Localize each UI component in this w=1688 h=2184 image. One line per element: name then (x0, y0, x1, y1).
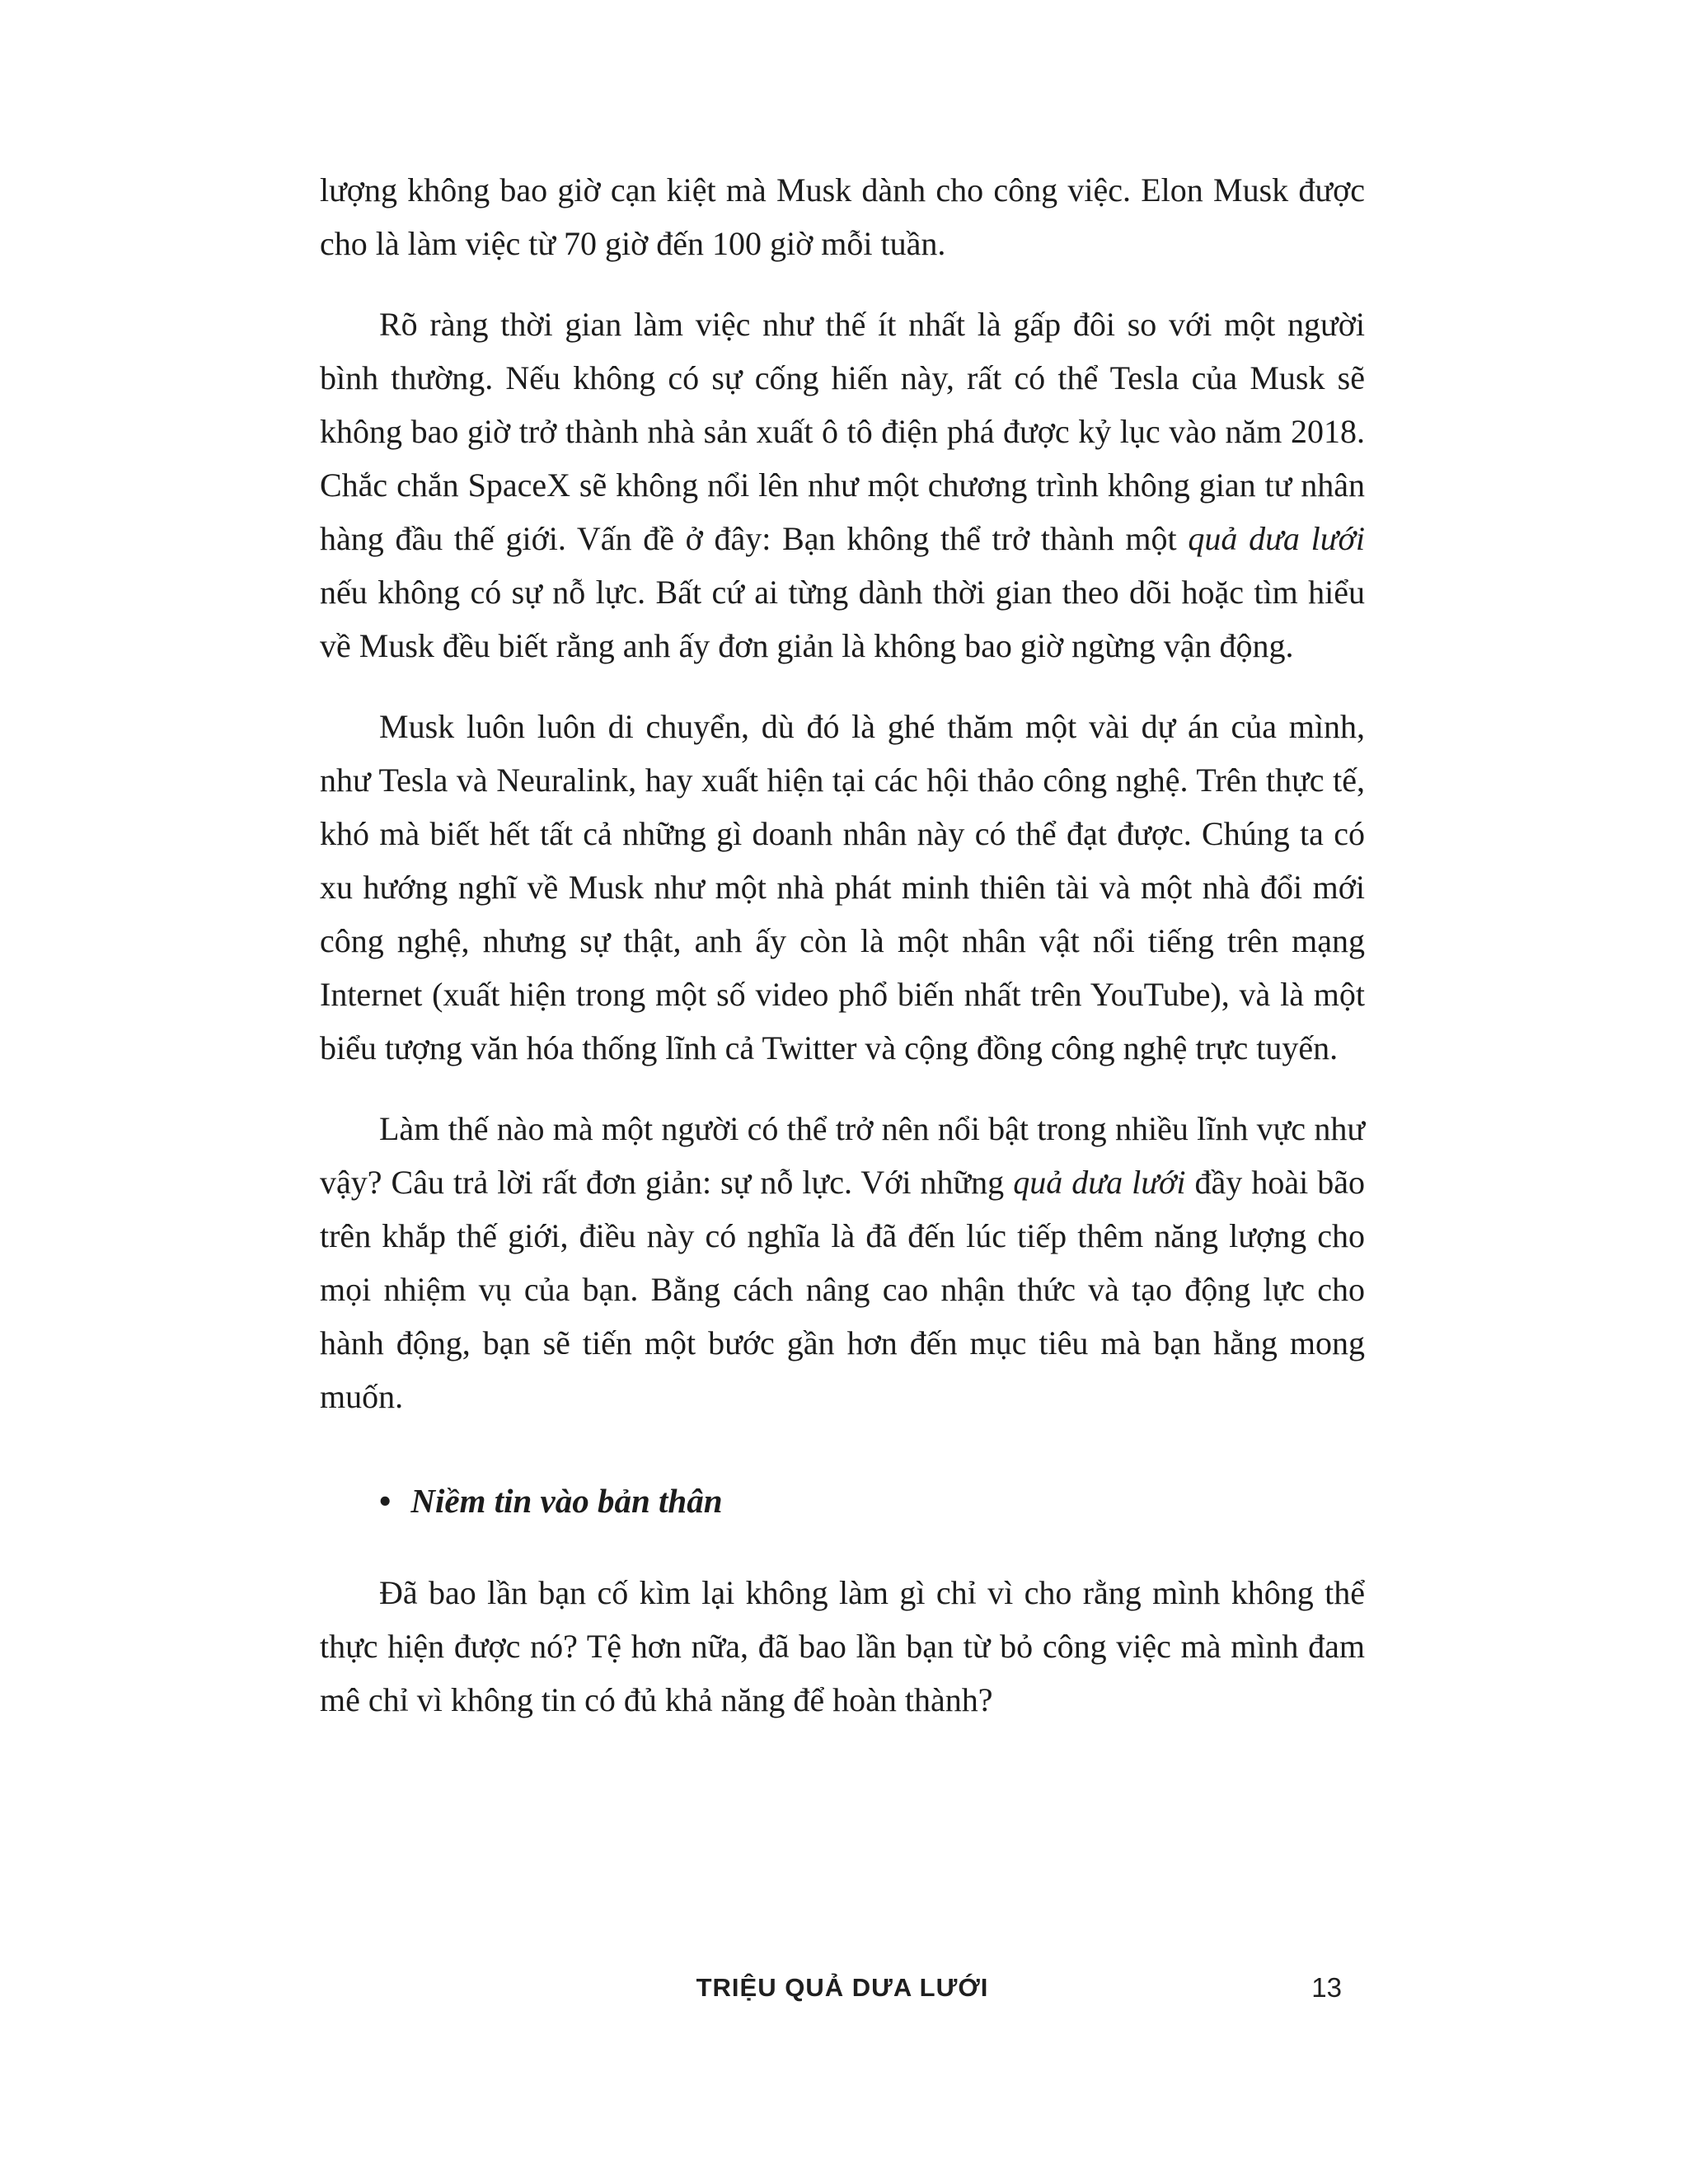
body-text: Rõ ràng thời gian làm việc như thế ít nhất là gấp đôi so với một người bình thường. Nếu không có sự cống hiến này, rất có thể Tesla của Musk sẽ không bao giờ trở thành nhà sản xuất ô tô điện phá được kỷ lục vào năm 2018. Chắc chắn SpaceX sẽ không nổi lên như một chương trình không gian tư nhân hàng đầu thế giới. Vấn đề ở đây: Bạn không thể trở thành một (320, 306, 1365, 557)
page-number: 13 (1311, 1972, 1342, 2003)
section-heading-text: Niềm tin vào bản thân (410, 1482, 723, 1520)
paragraph (320, 1102, 1365, 1423)
body-text: nếu không có sự nỗ lực. Bất cứ ai từng dành thời gian theo dõi hoặc tìm hiểu về Musk đều biết rằng anh ấy đơn giản là không bao giờ ngừng vận động. (320, 574, 1365, 664)
body-text: Musk luôn luôn di chuyển, dù đó là ghé thăm một vài dự án của mình, như Tesla và Neuralink, hay xuất hiện tại các hội thảo công nghệ. Trên thực tế, khó mà biết hết tất cả những gì doanh nhân này có thể đạt được. Chúng ta có xu hướng nghĩ về Musk như một nhà phát minh thiên tài và một nhà đổi mới công nghệ, nhưng sự thật, anh ấy còn là một nhân vật nổi tiếng trên mạng Internet (xuất hiện trong một số video phổ biến nhất trên YouTube), và là một biểu tượng văn hóa thống lĩnh cả Twitter và cộng đồng công nghệ trực tuyến. (320, 708, 1365, 1066)
body-text: đầy hoài bão trên khắp thế giới, điều này có nghĩa là đã đến lúc tiếp thêm năng lượng cho mọi nhiệm vụ của bạn. Bằng cách nâng cao nhận thức và tạo động lực cho hành động, bạn sẽ tiến một bước gần hơn đến mục tiêu mà bạn hằng mong muốn. (320, 1164, 1366, 1415)
paragraph (320, 163, 1365, 270)
body-text: Làm thế nào mà một người có thể trở nên nổi bật trong nhiều lĩnh vực như vậy? Câu trả lời rất đơn giản: sự nỗ lực. Với những (320, 1110, 1365, 1201)
bullet-icon: • (379, 1482, 392, 1520)
section-heading (320, 1474, 1365, 1528)
emphasized-text: quả dưa lưới (1188, 520, 1365, 557)
body-text: Đã bao lần bạn cố kìm lại không làm gì chỉ vì cho rằng mình không thể thực hiện được nó? Tệ hơn nữa, đã bao lần bạn từ bỏ công việc mà mình đam mê chỉ vì không tin có đủ khả năng để hoàn thành? (320, 1574, 1365, 1718)
text-block (320, 163, 1365, 1754)
body-text: lượng không bao giờ cạn kiệt mà Musk dành cho công việc. Elon Musk được cho là làm việc từ 70 giờ đến 100 giờ mỗi tuần. (320, 171, 1365, 262)
emphasized-text: quả dưa lưới (1013, 1164, 1186, 1201)
paragraph (320, 298, 1365, 673)
paragraph (320, 700, 1365, 1075)
footer (320, 1970, 1365, 2011)
footer-book-title: TRIỆU QUẢ DƯA LƯỚI (696, 1973, 989, 2002)
paragraph (320, 1566, 1365, 1727)
